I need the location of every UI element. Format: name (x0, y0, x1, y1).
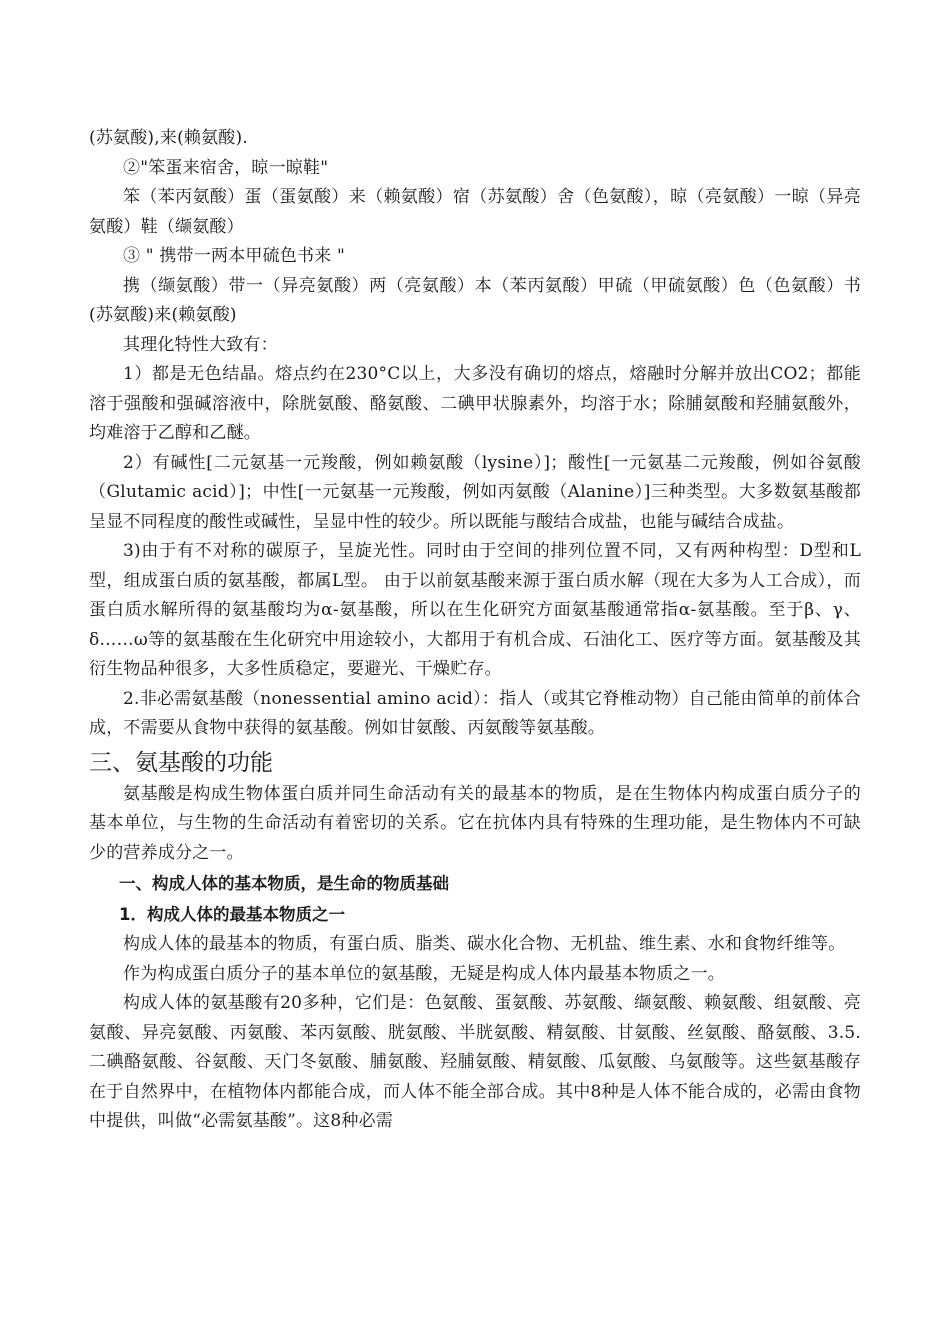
mnemonic-2-title: ②"笨蛋来宿舍，晾一晾鞋" (123, 157, 329, 178)
amino-acid-list-paragraph: 构成人体的氨基酸有20多种，它们是：色氨酸、蛋氨酸、苏氨酸、缬氨酸、赖氨酸、组氨酸、亮氨酸、异亮氨酸、丙氨酸、苯丙氨酸、胱氨酸、半胱氨酸、精氨酸、甘氨酸、丝氨酸、酪氨酸、3.5.二碘酪氨酸、谷氨酸、天门冬氨酸、脯氨酸、羟脯氨酸、精氨酸、瓜氨酸、乌氨酸等。这些氨基酸存在于自然界中，在植物体内都能合成，而人体不能全部合成。其中8种是人体不能合成的，必需由食物中提供，叫做“必需氨基酸”。这8种必需 (89, 993, 861, 1131)
property-3: 3)由于有不对称的碳原子，呈旋光性。同时由于空间的排列位置不同，又有两种构型：D型和L型，组成蛋白质的氨基酸，都属L型。 由于以前氨基酸来源于蛋白质水解（现在大多为人工合成），而蛋白质水解所得的氨基酸均为α-氨基酸，所以在生化研究方面氨基酸通常指α-氨基酸。至于β、γ、δ……ω等的氨基酸在生化研究中用途较小，大都用于有机合成、石油化工、医疗等方面。氨基酸及其 衍生物品种很多，大多性质稳定，要避光、干燥贮存。 (89, 541, 861, 679)
functions-intro: 氨基酸是构成生物体蛋白质并同生命活动有关的最基本的物质，是在生物体内构成蛋白质分子的基本单位，与生物的生命活动有着密切的关系。它在抗体内具有特殊的生理功能，是生物体内不可缺少的营养成分之一。 (89, 783, 861, 863)
amino-acid-basic-unit-paragraph: 作为构成蛋白质分子的基本单位的氨基酸，无疑是构成人体内最基本物质之一。 (123, 963, 725, 984)
paragraph-continuation: (苏氨酸),来(赖氨酸). (89, 128, 248, 148)
nonessential-amino-acid-paragraph: 2.非必需氨基酸（nonessential amino acid）：指人（或其它脊椎动物）自己能由简单的前体合成，不需要从食物中获得的氨基酸。例如甘氨酸、丙氨酸等氨基酸。 (89, 688, 861, 738)
properties-intro: 其理化特性大致有： (123, 334, 278, 355)
document-page (89, 124, 861, 1137)
mnemonic-3-title: ③ " 携带一两本甲硫色书来 " (123, 246, 346, 266)
section-heading-functions: 三、氨基酸的功能 (89, 749, 273, 776)
property-2: 2）有碱性[二元氨基一元羧酸，例如赖氨酸（lysine）]；酸性[一元氨基二元羧酸，例如谷氨酸（Glutamic acid）]；中性[一元氨基一元羧酸，例如丙氨酸（Alanine）]三种类型。大多数氨基酸都呈显不同程度的酸性或碱性，呈显中性的较少。所以既能与酸结合成盐，也能与碱结合成盐。 (89, 452, 861, 532)
mnemonic-3-body: 携（缬氨酸）带一（异亮氨酸）两（亮氨酸）本（苯丙氨酸）甲硫（甲硫氨酸）色（色氨酸）书(苏氨酸)来(赖氨酸) (89, 275, 861, 325)
property-1: 1）都是无色结晶。熔点约在230°C以上，大多没有确切的熔点，熔融时分解并放出CO2；都能溶于强酸和强碱溶液中，除胱氨酸、酪氨酸、二碘甲状腺素外，均溶于水；除脯氨酸和羟脯氨酸外，均难溶于乙醇和乙醚。 (89, 364, 861, 443)
subheading-most-basic: 1．构成人体的最基本物质之一 (119, 905, 345, 924)
basic-substances-paragraph: 构成人体的最基本的物质，有蛋白质、脂类、碳水化合物、无机盐、维生素、水和食物纤维等。 (123, 934, 846, 954)
mnemonic-2-body: 笨（苯丙氨酸）蛋（蛋氨酸）来（赖氨酸）宿（苏氨酸）舍（色氨酸），晾（亮氨酸）一晾（异亮氨酸）鞋（缬氨酸） (89, 187, 861, 237)
subheading-basic-substance: 一、构成人体的基本物质，是生命的物质基础 (119, 874, 449, 893)
